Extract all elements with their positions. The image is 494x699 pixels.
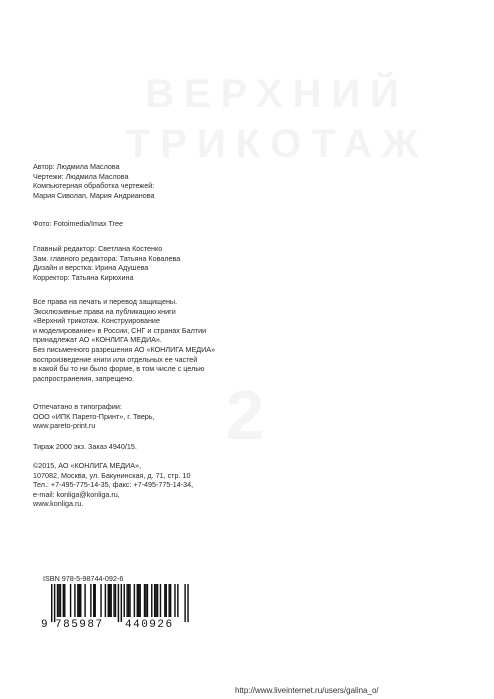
barcode-digits-right: 440926 [125, 619, 174, 628]
barcode-bar [168, 584, 169, 617]
publisher-line: Тел.: +7-495-775-14-35, факс: +7-495-775-14-34, [33, 480, 194, 490]
barcode-bar [147, 584, 148, 617]
editors-block [33, 244, 180, 282]
barcode-bar [184, 584, 185, 622]
rights-line: и моделирование» в России, СНГ и странах Балтии [33, 325, 207, 335]
barcode-bar [121, 584, 122, 622]
credit-line: Мария Сиволап, Мария Андрианова [33, 190, 155, 200]
barcode-bar [54, 584, 55, 622]
source-url: http://www.liveinternet.ru/users/galina_o/ [235, 686, 379, 695]
watermark-title-line2: ТРИКОТАЖ [125, 122, 429, 166]
barcode-bar [63, 584, 64, 617]
rights-line: Без письменного разрешения АО «КОНЛИГА МЕДИА» [33, 344, 216, 354]
isbn-label: ISBN 978-5-98744-092-6 [43, 574, 124, 583]
barcode-bar [105, 584, 106, 617]
editor-line: Зам. главного редактора: Татьяна Ковалева [33, 253, 181, 263]
rights-line: воспроизведение книги или отдельных ее частей [33, 354, 198, 364]
barcode-bar [90, 584, 91, 617]
barcode-bar [157, 584, 158, 617]
barcode-bar [164, 584, 165, 617]
printing-line: www.pareto-print.ru [33, 421, 96, 431]
rights-line: в какой бы то ни было форме, в том числе с целью [33, 364, 205, 374]
rights-block [33, 297, 215, 383]
barcode-bar [95, 584, 96, 617]
rights-line: Эксклюзивные права на публикацию книги [33, 306, 176, 316]
barcode-bar [115, 584, 116, 617]
barcode-bar [70, 584, 71, 617]
barcode-bar [174, 584, 175, 617]
barcode-bar [109, 584, 110, 617]
credit-line: Компьютерная обработка чертежей: [33, 181, 155, 191]
barcode-bar [151, 584, 152, 617]
barcode-bar [155, 584, 156, 617]
watermark-title-line1: ВЕРХНИЙ [145, 72, 409, 116]
barcode-bar [160, 584, 161, 617]
printing-line: Отпечатано в типографии: [33, 402, 122, 411]
barcode-bar [166, 584, 167, 617]
printing-block [33, 402, 155, 431]
barcode-bar [79, 584, 80, 617]
rights-line: принадлежат АО «КОНЛИГА МЕДИА». [33, 335, 162, 345]
barcode-bar [144, 584, 145, 617]
barcode-bar [64, 584, 65, 617]
publisher-line: ©2015, АО «КОНЛИГА МЕДИА», [33, 461, 142, 470]
credits-block [33, 162, 154, 200]
barcode-bar [100, 584, 101, 617]
barcode-bar [138, 584, 139, 617]
credit-line: Автор: Людмила Маслова [33, 162, 120, 171]
isbn-barcode [41, 584, 198, 628]
rights-line: «Верхний трикотаж. Конструирование [33, 316, 160, 326]
editor-line: Корректор: Татьяна Кирюхина [33, 272, 134, 282]
publisher-block [33, 461, 193, 509]
barcode-bar [187, 584, 188, 622]
barcode-bar [118, 584, 119, 622]
barcode-bar [84, 584, 85, 617]
barcode-bar [139, 584, 140, 617]
barcode-bar [93, 584, 94, 617]
publisher-line: www.konliga.ru. [33, 499, 84, 509]
barcode-bar [124, 584, 125, 617]
rights-line: Все права на печать и перевод защищены. [33, 297, 178, 306]
barcode-bar [128, 584, 129, 617]
barcode-digit-first: 9 [41, 619, 48, 628]
barcode-bar [74, 584, 75, 617]
barcode-bar [58, 584, 59, 617]
printing-line: ООО «ИПК Парето-Принт», г. Тверь, [33, 411, 155, 421]
barcode-bar [126, 584, 127, 617]
barcode-bar [80, 584, 81, 617]
barcode-bar [129, 584, 130, 617]
barcode-bar [134, 584, 135, 617]
barcode-bar [154, 584, 155, 617]
barcode-bar [51, 584, 52, 622]
barcode-bar [57, 584, 58, 617]
barcode-digits-left: 785987 [55, 619, 104, 628]
watermark-number: 2 [225, 376, 275, 454]
barcode-bar [77, 584, 78, 617]
photo-credit: Фото: Fotoimedia/Imax Tree [33, 219, 124, 228]
editor-line: Главный редактор: Светлана Костенко [33, 244, 163, 253]
barcode-bar [108, 584, 109, 617]
barcode-bar [60, 584, 61, 617]
barcode-bar [177, 584, 178, 617]
barcode-bar [170, 584, 171, 617]
barcode-bar [145, 584, 146, 617]
publisher-line: 107082, Москва, ул. Бакунинская, д. 71, стр. 10 [33, 470, 191, 480]
photo-credit-block [33, 219, 123, 229]
barcode-bar [110, 584, 111, 617]
barcode-bar [137, 584, 138, 617]
print-run-block [33, 442, 137, 452]
rights-line: распространения, запрещено. [33, 373, 135, 383]
barcode-bar [113, 584, 114, 617]
print-run: Тираж 2000 экз. Заказ 4940/15. [33, 442, 137, 451]
publisher-line: e-mail: konliga@konliga.ru, [33, 489, 120, 499]
credit-line: Чертежи: Людмила Маслова [33, 171, 129, 181]
editor-line: Дизайн и верстка: Ирина Адушева [33, 263, 149, 273]
